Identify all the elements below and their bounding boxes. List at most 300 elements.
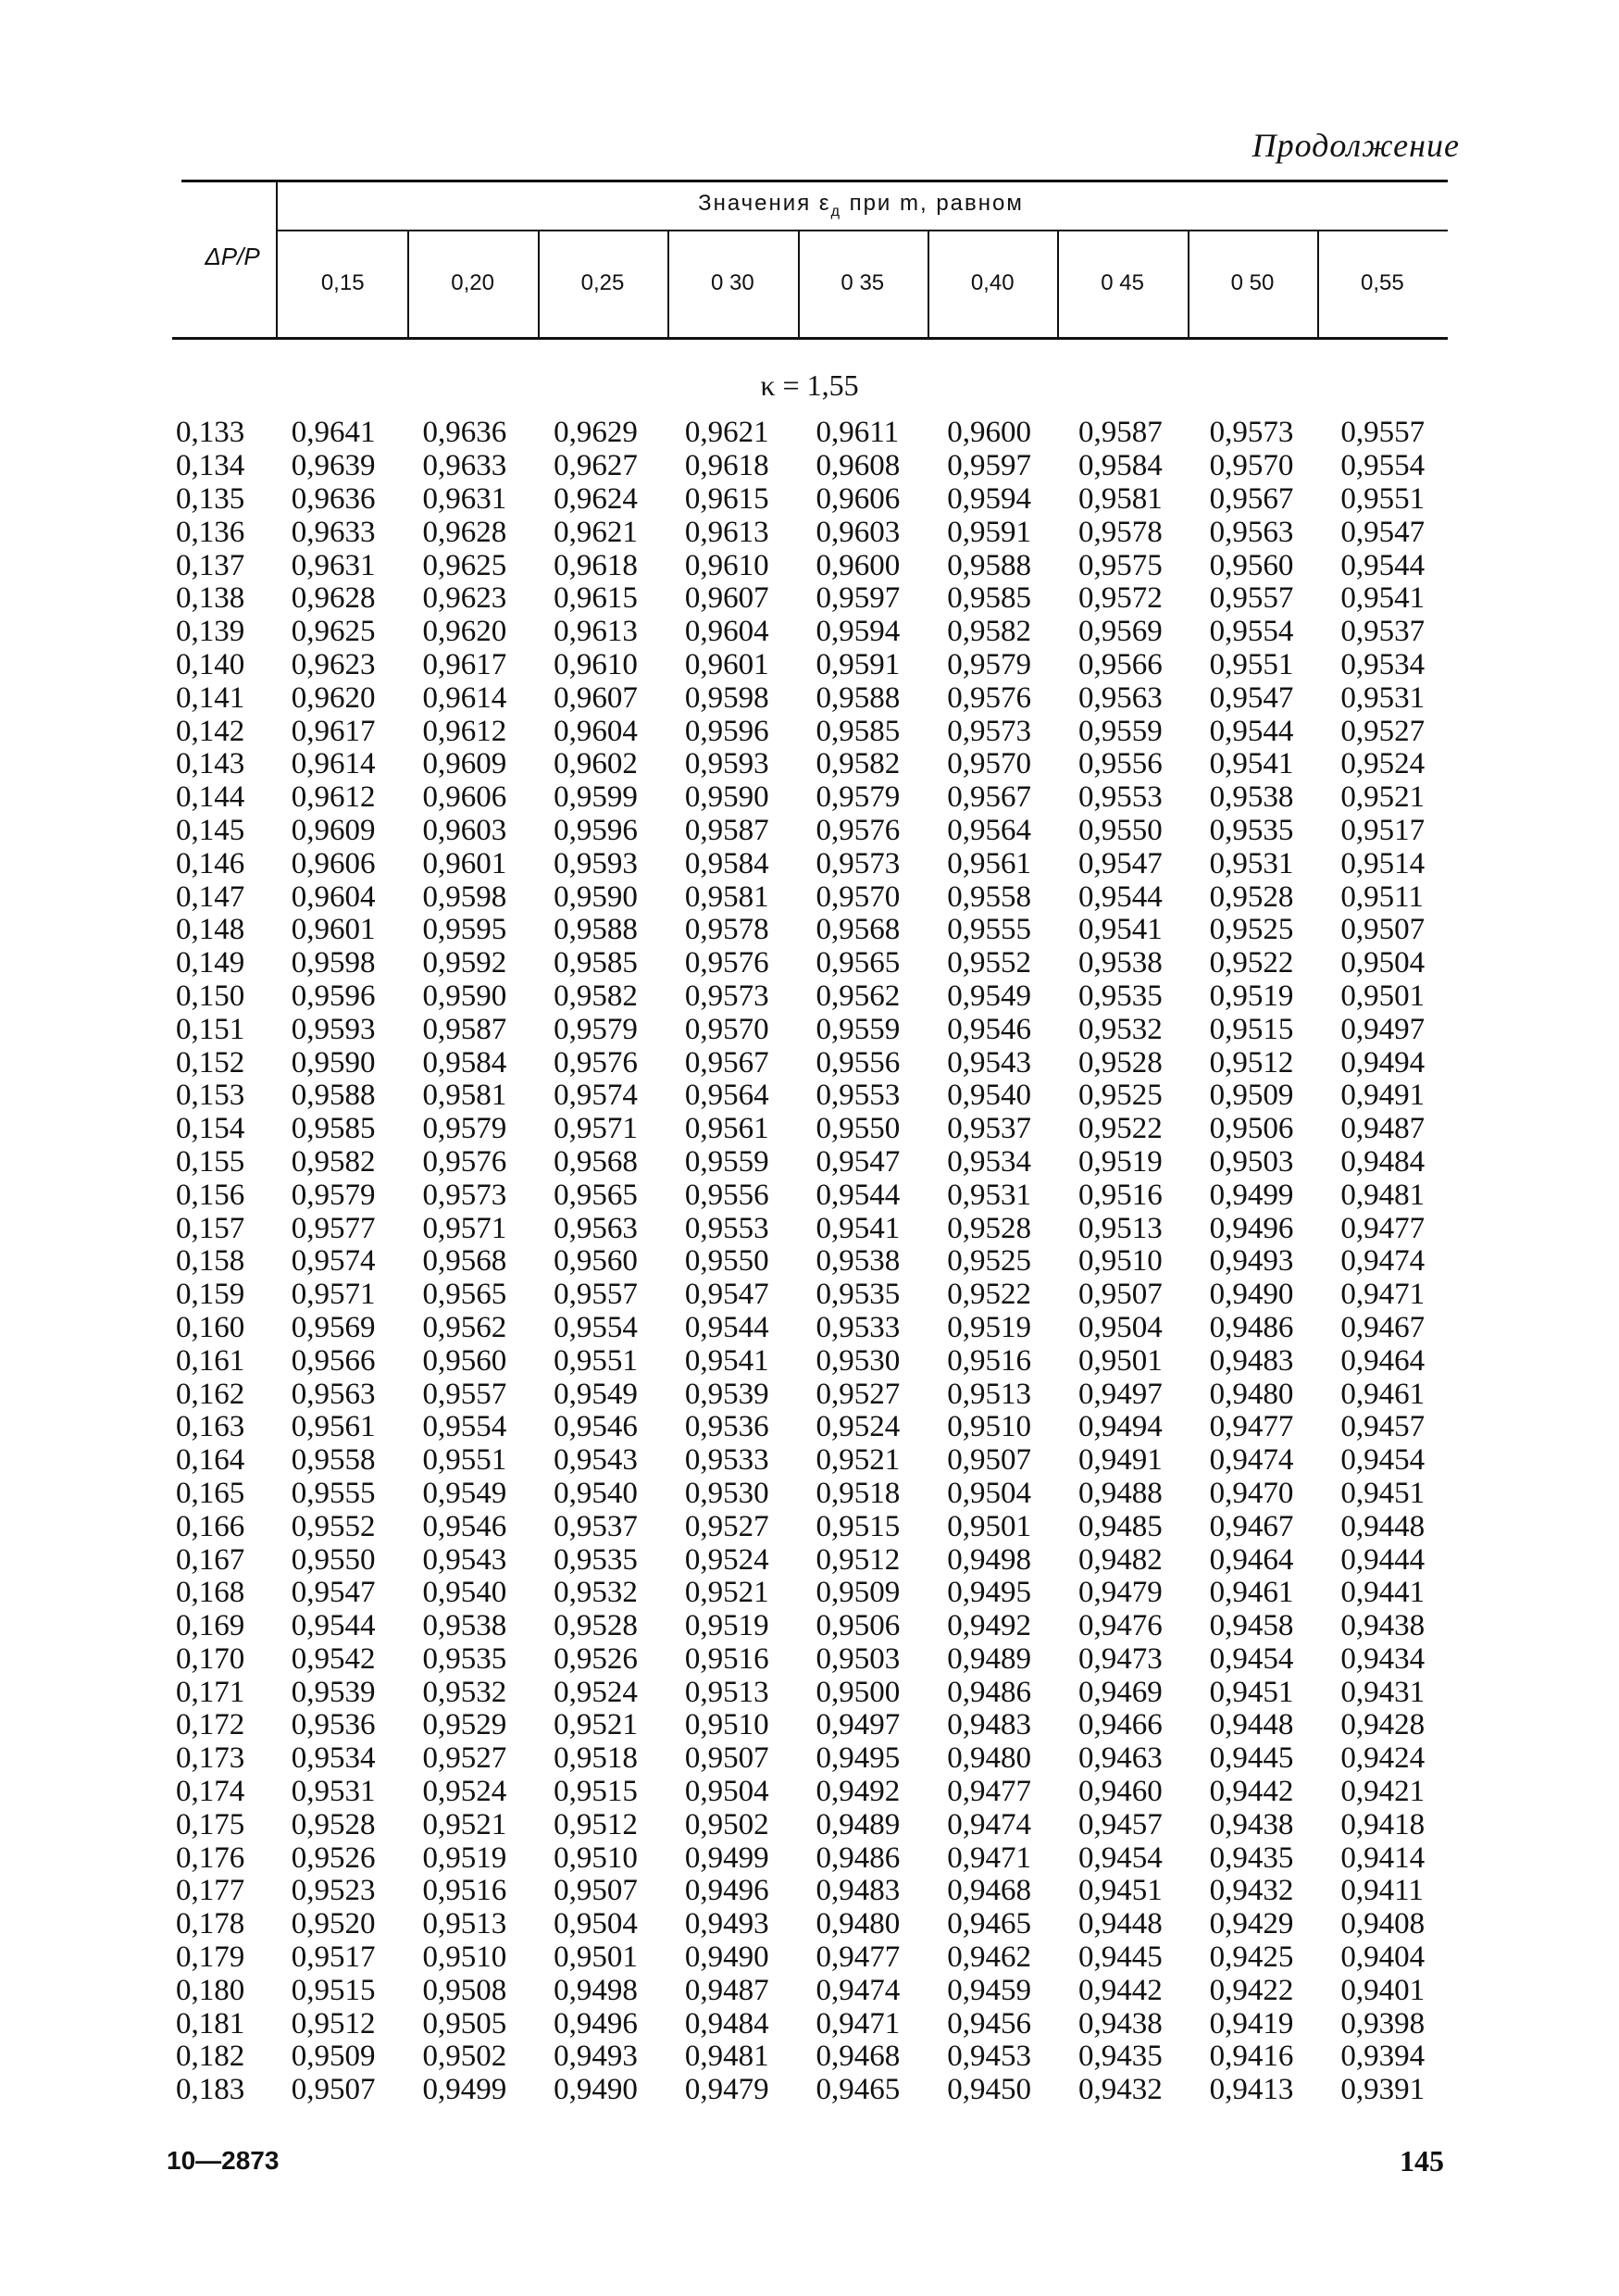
table-cell: 0,9481 bbox=[1340, 1178, 1426, 1212]
table-cell: 0,9603 bbox=[816, 515, 901, 549]
table-cell: 0,9593 bbox=[684, 747, 769, 781]
table-cell: 0,9576 bbox=[816, 813, 901, 847]
table-cell: 0,9567 bbox=[1209, 482, 1294, 516]
page-number: 145 bbox=[1400, 2144, 1444, 2177]
table-cell: 0,9581 bbox=[684, 880, 769, 914]
table-cell: 0,9469 bbox=[1077, 1675, 1163, 1709]
table-cell: 0,9507 bbox=[291, 2073, 376, 2107]
table-cell: 0,9585 bbox=[816, 714, 901, 748]
table-cell: 0,9562 bbox=[422, 1310, 507, 1344]
print-signature: 10—2873 bbox=[167, 2146, 280, 2175]
table-cell: 0,9535 bbox=[816, 1278, 901, 1312]
table-cell: 0,9559 bbox=[816, 1012, 901, 1046]
table-cell: 0,9576 bbox=[422, 1144, 507, 1179]
row-dp-value: 0,183 bbox=[176, 2073, 245, 2107]
table-cell: 0,9515 bbox=[554, 1775, 638, 1809]
table-cell: 0,9597 bbox=[816, 581, 901, 616]
table-cell: 0,9448 bbox=[1077, 1907, 1163, 1941]
table-row bbox=[176, 1279, 1472, 1312]
row-dp-value: 0,173 bbox=[176, 1741, 245, 1776]
row-dp-value: 0,162 bbox=[176, 1377, 245, 1411]
table-cell: 0,9541 bbox=[684, 1343, 769, 1378]
table-cell: 0,9473 bbox=[1077, 1641, 1163, 1676]
table-cell: 0,9547 bbox=[1340, 515, 1426, 549]
row-dp-value: 0,145 bbox=[176, 813, 245, 847]
table-cell: 0,9490 bbox=[554, 2073, 638, 2107]
table-cell: 0,9519 bbox=[1209, 979, 1294, 1013]
table-cell: 0,9438 bbox=[1209, 1807, 1294, 1841]
table-cell: 0,9501 bbox=[1077, 1343, 1163, 1378]
table-cell: 0,9603 bbox=[422, 813, 507, 847]
table-cell: 0,9600 bbox=[816, 548, 901, 582]
table-row bbox=[176, 2074, 1472, 2107]
table-row bbox=[176, 781, 1472, 815]
m-header-cell: 0,55 bbox=[1361, 270, 1404, 295]
table-cell: 0,9502 bbox=[422, 2040, 507, 2074]
table-cell: 0,9549 bbox=[422, 1476, 507, 1510]
row-dp-value: 0,163 bbox=[176, 1410, 245, 1444]
table-cell: 0,9541 bbox=[1340, 581, 1426, 616]
table-cell: 0,9496 bbox=[684, 1874, 769, 1908]
table-cell: 0,9522 bbox=[947, 1278, 1031, 1312]
table-cell: 0,9564 bbox=[947, 813, 1031, 847]
table-cell: 0,9588 bbox=[291, 1079, 376, 1113]
table-cell: 0,9465 bbox=[947, 1907, 1031, 1941]
table-cell: 0,9530 bbox=[816, 1343, 901, 1378]
row-dp-value: 0,158 bbox=[176, 1244, 245, 1279]
table-cell: 0,9536 bbox=[684, 1410, 769, 1444]
table-cell: 0,9465 bbox=[816, 2073, 901, 2107]
row-dp-value: 0,182 bbox=[176, 2040, 245, 2074]
table-row bbox=[176, 980, 1472, 1014]
table-cell: 0,9557 bbox=[422, 1377, 507, 1411]
table-cell: 0,9618 bbox=[554, 548, 638, 582]
table-row bbox=[176, 1344, 1472, 1378]
table-cell: 0,9471 bbox=[1340, 1278, 1426, 1312]
table-cell: 0,9520 bbox=[291, 1907, 376, 1941]
table-cell: 0,9533 bbox=[816, 1310, 901, 1344]
table-cell: 0,9540 bbox=[422, 1576, 507, 1610]
caption-subscript: д bbox=[830, 203, 841, 219]
table-cell: 0,9422 bbox=[1209, 1973, 1294, 2007]
table-cell: 0,9563 bbox=[291, 1377, 376, 1411]
table-cell: 0,9517 bbox=[1340, 813, 1426, 847]
table-cell: 0,9524 bbox=[1340, 747, 1426, 781]
table-cell: 0,9482 bbox=[1077, 1542, 1163, 1577]
table-row bbox=[176, 1974, 1472, 2007]
table-cell: 0,9539 bbox=[684, 1377, 769, 1411]
table-cell: 0,9550 bbox=[291, 1542, 376, 1577]
table-cell: 0,9522 bbox=[1209, 946, 1294, 980]
table-cell: 0,9544 bbox=[1340, 548, 1426, 582]
table-cell: 0,9590 bbox=[554, 880, 638, 914]
table-cell: 0,9537 bbox=[1340, 615, 1426, 649]
table-cell: 0,9560 bbox=[422, 1343, 507, 1378]
table-cell: 0,9584 bbox=[1077, 449, 1163, 483]
table-cell: 0,9432 bbox=[1077, 2073, 1163, 2107]
table-cell: 0,9602 bbox=[554, 747, 638, 781]
table-cell: 0,9401 bbox=[1340, 1973, 1426, 2007]
table-cell: 0,9425 bbox=[1209, 1940, 1294, 1975]
table-cell: 0,9553 bbox=[816, 1079, 901, 1113]
table-cell: 0,9492 bbox=[947, 1609, 1031, 1643]
table-cell: 0,9554 bbox=[422, 1410, 507, 1444]
row-dp-value: 0,176 bbox=[176, 1841, 245, 1875]
table-cell: 0,9468 bbox=[816, 2040, 901, 2074]
m-column-divider bbox=[1317, 231, 1319, 337]
table-row bbox=[176, 1676, 1472, 1709]
table-cell: 0,9515 bbox=[816, 1509, 901, 1543]
table-cell: 0,9612 bbox=[422, 714, 507, 748]
table-cell: 0,9442 bbox=[1209, 1775, 1294, 1809]
row-dp-value: 0,138 bbox=[176, 581, 245, 616]
table-cell: 0,9518 bbox=[816, 1476, 901, 1510]
table-cell: 0,9539 bbox=[291, 1675, 376, 1709]
table-row bbox=[176, 1510, 1472, 1543]
table-cell: 0,9568 bbox=[816, 913, 901, 947]
table-cell: 0,9547 bbox=[1077, 846, 1163, 880]
row-dp-value: 0,155 bbox=[176, 1144, 245, 1179]
table-cell: 0,9515 bbox=[291, 1973, 376, 2007]
table-cell: 0,9609 bbox=[422, 747, 507, 781]
table-cell: 0,9499 bbox=[684, 1841, 769, 1875]
row-dp-value: 0,150 bbox=[176, 979, 245, 1013]
table-cell: 0,9577 bbox=[291, 1211, 376, 1245]
table-cell: 0,9547 bbox=[1209, 680, 1294, 715]
table-row bbox=[176, 1610, 1472, 1643]
table-row bbox=[176, 1742, 1472, 1776]
table-cell: 0,9576 bbox=[684, 946, 769, 980]
table-cell: 0,9576 bbox=[947, 680, 1031, 715]
table-cell: 0,9568 bbox=[554, 1144, 638, 1179]
table-cell: 0,9608 bbox=[816, 449, 901, 483]
table-cell: 0,9631 bbox=[422, 482, 507, 516]
row-dp-value: 0,178 bbox=[176, 1907, 245, 1941]
table-cell: 0,9507 bbox=[554, 1874, 638, 1908]
table-cell: 0,9496 bbox=[1209, 1211, 1294, 1245]
table-cell: 0,9490 bbox=[684, 1940, 769, 1975]
table-cell: 0,9519 bbox=[1077, 1144, 1163, 1179]
table-cell: 0,9527 bbox=[422, 1741, 507, 1776]
table-cell: 0,9579 bbox=[291, 1178, 376, 1212]
row-dp-value: 0,157 bbox=[176, 1211, 245, 1245]
table-cell: 0,9606 bbox=[816, 482, 901, 516]
table-cell: 0,9604 bbox=[291, 880, 376, 914]
table-cell: 0,9512 bbox=[554, 1807, 638, 1841]
table-cell: 0,9528 bbox=[291, 1807, 376, 1841]
table-cell: 0,9588 bbox=[816, 680, 901, 715]
table-cell: 0,9525 bbox=[1077, 1079, 1163, 1113]
table-cell: 0,9474 bbox=[947, 1807, 1031, 1841]
table-cell: 0,9582 bbox=[554, 979, 638, 1013]
table-cell: 0,9543 bbox=[554, 1443, 638, 1478]
table-cell: 0,9501 bbox=[947, 1509, 1031, 1543]
m-header-cell: 0,20 bbox=[451, 270, 494, 295]
table-row bbox=[176, 1577, 1472, 1610]
table-cell: 0,9535 bbox=[422, 1641, 507, 1676]
table-cell: 0,9493 bbox=[684, 1907, 769, 1941]
table-cell: 0,9510 bbox=[1077, 1244, 1163, 1279]
table-cell: 0,9566 bbox=[291, 1343, 376, 1378]
table-cell: 0,9566 bbox=[1077, 647, 1163, 681]
table-cell: 0,9551 bbox=[554, 1343, 638, 1378]
table-cell: 0,9617 bbox=[422, 647, 507, 681]
table-cell: 0,9504 bbox=[947, 1476, 1031, 1510]
m-header-cell: 0 50 bbox=[1230, 270, 1275, 295]
table-cell: 0,9464 bbox=[1340, 1343, 1426, 1378]
table-cell: 0,9535 bbox=[554, 1542, 638, 1577]
table-cell: 0,9480 bbox=[816, 1907, 901, 1941]
table-cell: 0,9621 bbox=[554, 515, 638, 549]
row-dp-value: 0,146 bbox=[176, 846, 245, 880]
row-dp-value: 0,164 bbox=[176, 1443, 245, 1478]
table-cell: 0,9522 bbox=[1077, 1112, 1163, 1146]
table-cell: 0,9441 bbox=[1340, 1576, 1426, 1610]
table-cell: 0,9512 bbox=[816, 1542, 901, 1577]
table-cell: 0,9614 bbox=[422, 680, 507, 715]
table-cell: 0,9414 bbox=[1340, 1841, 1426, 1875]
table-cell: 0,9544 bbox=[291, 1609, 376, 1643]
table-cell: 0,9487 bbox=[1340, 1112, 1426, 1146]
table-cell: 0,9582 bbox=[291, 1144, 376, 1179]
table-row bbox=[176, 1378, 1472, 1411]
table-cell: 0,9486 bbox=[947, 1675, 1031, 1709]
table-cell: 0,9507 bbox=[1340, 913, 1426, 947]
table-cell: 0,9601 bbox=[422, 846, 507, 880]
table-cell: 0,9557 bbox=[1209, 581, 1294, 616]
table-cell: 0,9546 bbox=[554, 1410, 638, 1444]
table-cell: 0,9510 bbox=[554, 1841, 638, 1875]
table-cell: 0,9540 bbox=[554, 1476, 638, 1510]
table-cell: 0,9458 bbox=[1209, 1609, 1294, 1643]
table-cell: 0,9477 bbox=[1340, 1211, 1426, 1245]
table-cell: 0,9461 bbox=[1340, 1377, 1426, 1411]
table-cell: 0,9499 bbox=[1209, 1178, 1294, 1212]
table-cell: 0,9493 bbox=[1209, 1244, 1294, 1279]
table-row bbox=[176, 748, 1472, 781]
table-cell: 0,9494 bbox=[1340, 1045, 1426, 1079]
row-dp-value: 0,153 bbox=[176, 1079, 245, 1113]
table-cell: 0,9413 bbox=[1209, 2073, 1294, 2107]
table-cell: 0,9421 bbox=[1340, 1775, 1426, 1809]
table-cell: 0,9620 bbox=[291, 680, 376, 715]
table-row bbox=[176, 1776, 1472, 1809]
table-cell: 0,9483 bbox=[816, 1874, 901, 1908]
m-column-divider bbox=[538, 231, 540, 337]
table-cell: 0,9607 bbox=[554, 680, 638, 715]
table-cell: 0,9541 bbox=[816, 1211, 901, 1245]
table-cell: 0,9534 bbox=[291, 1741, 376, 1776]
row-dp-value: 0,177 bbox=[176, 1874, 245, 1908]
table-cell: 0,9521 bbox=[1340, 780, 1426, 815]
table-cell: 0,9506 bbox=[1209, 1112, 1294, 1146]
table-cell: 0,9613 bbox=[684, 515, 769, 549]
table-cell: 0,9587 bbox=[684, 813, 769, 847]
table-cell: 0,9571 bbox=[554, 1112, 638, 1146]
table-cell: 0,9601 bbox=[291, 913, 376, 947]
table-cell: 0,9489 bbox=[816, 1807, 901, 1841]
table-cell: 0,9518 bbox=[554, 1741, 638, 1776]
table-cell: 0,9582 bbox=[816, 747, 901, 781]
table-row bbox=[176, 1179, 1472, 1212]
row-dp-value: 0,147 bbox=[176, 880, 245, 914]
row-dp-value: 0,133 bbox=[176, 416, 245, 450]
table-cell: 0,9621 bbox=[684, 416, 769, 450]
table-row bbox=[176, 1478, 1472, 1511]
table-cell: 0,9587 bbox=[1077, 416, 1163, 450]
table-cell: 0,9494 bbox=[1077, 1410, 1163, 1444]
table-cell: 0,9470 bbox=[1209, 1476, 1294, 1510]
table-cell: 0,9512 bbox=[291, 2006, 376, 2040]
table-cell: 0,9555 bbox=[291, 1476, 376, 1510]
table-cell: 0,9569 bbox=[1077, 615, 1163, 649]
m-header-cell: 0 35 bbox=[841, 270, 885, 295]
table-cell: 0,9570 bbox=[684, 1012, 769, 1046]
table-cell: 0,9521 bbox=[554, 1708, 638, 1742]
m-header-cell: 0 30 bbox=[711, 270, 754, 295]
table-cell: 0,9552 bbox=[291, 1509, 376, 1543]
table-row bbox=[176, 1908, 1472, 1941]
table-cell: 0,9565 bbox=[554, 1178, 638, 1212]
table-row bbox=[176, 1013, 1472, 1046]
table-cell: 0,9574 bbox=[554, 1079, 638, 1113]
table-cell: 0,9563 bbox=[1209, 515, 1294, 549]
table-cell: 0,9579 bbox=[554, 1012, 638, 1046]
table-row bbox=[176, 1113, 1472, 1146]
table-row bbox=[176, 417, 1472, 450]
table-cell: 0,9550 bbox=[1077, 813, 1163, 847]
row-dp-value: 0,136 bbox=[176, 515, 245, 549]
table-cell: 0,9457 bbox=[1077, 1807, 1163, 1841]
table-cell: 0,9524 bbox=[816, 1410, 901, 1444]
table-row bbox=[176, 516, 1472, 549]
table-cell: 0,9491 bbox=[1340, 1079, 1426, 1113]
row-dp-value: 0,149 bbox=[176, 946, 245, 980]
caption-suffix: при m, равном bbox=[841, 191, 1024, 216]
table-row bbox=[176, 1046, 1472, 1079]
table-cell: 0,9503 bbox=[816, 1641, 901, 1676]
table-cell: 0,9588 bbox=[947, 548, 1031, 582]
table-cell: 0,9454 bbox=[1340, 1443, 1426, 1478]
table-row bbox=[176, 880, 1472, 914]
table-cell: 0,9573 bbox=[816, 846, 901, 880]
row-dp-value: 0,148 bbox=[176, 913, 245, 947]
row-dp-value: 0,142 bbox=[176, 714, 245, 748]
table-cell: 0,9485 bbox=[1077, 1509, 1163, 1543]
table-cell: 0,9581 bbox=[1077, 482, 1163, 516]
table-cell: 0,9516 bbox=[684, 1641, 769, 1676]
table-cell: 0,9495 bbox=[816, 1741, 901, 1776]
table-cell: 0,9559 bbox=[1077, 714, 1163, 748]
table-cell: 0,9571 bbox=[422, 1211, 507, 1245]
table-cell: 0,9474 bbox=[1209, 1443, 1294, 1478]
table-cell: 0,9505 bbox=[422, 2006, 507, 2040]
table-cell: 0,9623 bbox=[422, 581, 507, 616]
column-group-caption bbox=[278, 191, 1444, 220]
table-row bbox=[176, 649, 1472, 682]
row-dp-value: 0,171 bbox=[176, 1675, 245, 1709]
table-cell: 0,9625 bbox=[422, 548, 507, 582]
table-cell: 0,9538 bbox=[1209, 780, 1294, 815]
table-cell: 0,9585 bbox=[291, 1112, 376, 1146]
table-cell: 0,9493 bbox=[554, 2040, 638, 2074]
table-cell: 0,9507 bbox=[947, 1443, 1031, 1478]
table-top-rule bbox=[181, 180, 1448, 182]
table-row bbox=[176, 1212, 1472, 1245]
table-cell: 0,9567 bbox=[947, 780, 1031, 815]
table-cell: 0,9557 bbox=[554, 1278, 638, 1312]
table-cell: 0,9537 bbox=[947, 1112, 1031, 1146]
table-cell: 0,9418 bbox=[1340, 1807, 1426, 1841]
table-cell: 0,9461 bbox=[1209, 1576, 1294, 1610]
table-cell: 0,9601 bbox=[684, 647, 769, 681]
table-cell: 0,9391 bbox=[1340, 2073, 1426, 2107]
caption-prefix: Значения ε bbox=[698, 191, 831, 216]
table-cell: 0,9544 bbox=[1209, 714, 1294, 748]
table-cell: 0,9535 bbox=[1077, 979, 1163, 1013]
m-column-divider bbox=[1057, 231, 1059, 337]
table-cell: 0,9600 bbox=[947, 416, 1031, 450]
table-cell: 0,9515 bbox=[1209, 1012, 1294, 1046]
table-cell: 0,9435 bbox=[1077, 2040, 1163, 2074]
table-cell: 0,9590 bbox=[291, 1045, 376, 1079]
table-cell: 0,9513 bbox=[1077, 1211, 1163, 1245]
table-cell: 0,9582 bbox=[947, 615, 1031, 649]
table-cell: 0,9462 bbox=[947, 1940, 1031, 1975]
table-cell: 0,9444 bbox=[1340, 1542, 1426, 1577]
table-cell: 0,9489 bbox=[947, 1641, 1031, 1676]
table-cell: 0,9529 bbox=[422, 1708, 507, 1742]
table-cell: 0,9570 bbox=[816, 880, 901, 914]
table-cell: 0,9575 bbox=[1077, 548, 1163, 582]
table-cell: 0,9499 bbox=[422, 2073, 507, 2107]
table-cell: 0,9573 bbox=[947, 714, 1031, 748]
table-cell: 0,9477 bbox=[816, 1940, 901, 1975]
table-cell: 0,9501 bbox=[554, 1940, 638, 1975]
table-cell: 0,9585 bbox=[554, 946, 638, 980]
table-cell: 0,9438 bbox=[1340, 1609, 1426, 1643]
table-cell: 0,9521 bbox=[816, 1443, 901, 1478]
row-dp-value: 0,168 bbox=[176, 1576, 245, 1610]
table-cell: 0,9500 bbox=[816, 1675, 901, 1709]
table-cell: 0,9594 bbox=[816, 615, 901, 649]
table-cell: 0,9550 bbox=[684, 1244, 769, 1279]
table-cell: 0,9445 bbox=[1209, 1741, 1294, 1776]
row-dp-value: 0,165 bbox=[176, 1476, 245, 1510]
table-cell: 0,9531 bbox=[1209, 846, 1294, 880]
table-cell: 0,9628 bbox=[422, 515, 507, 549]
row-dp-value: 0,160 bbox=[176, 1310, 245, 1344]
table-cell: 0,9531 bbox=[1340, 680, 1426, 715]
table-cell: 0,9497 bbox=[1340, 1012, 1426, 1046]
table-cell: 0,9486 bbox=[816, 1841, 901, 1875]
table-cell: 0,9541 bbox=[1077, 913, 1163, 947]
table-cell: 0,9453 bbox=[947, 2040, 1031, 2074]
table-cell: 0,9564 bbox=[684, 1079, 769, 1113]
table-cell: 0,9598 bbox=[291, 946, 376, 980]
table-cell: 0,9561 bbox=[291, 1410, 376, 1444]
m-column-divider bbox=[667, 231, 669, 337]
table-cell: 0,9513 bbox=[684, 1675, 769, 1709]
row-dp-value: 0,143 bbox=[176, 747, 245, 781]
table-cell: 0,9553 bbox=[684, 1211, 769, 1245]
table-cell: 0,9471 bbox=[816, 2006, 901, 2040]
m-header-cell: 0,25 bbox=[580, 270, 625, 295]
row-dp-value: 0,151 bbox=[176, 1012, 245, 1046]
table-cell: 0,9549 bbox=[554, 1377, 638, 1411]
table-cell: 0,9528 bbox=[1209, 880, 1294, 914]
m-column-divider bbox=[407, 231, 409, 337]
